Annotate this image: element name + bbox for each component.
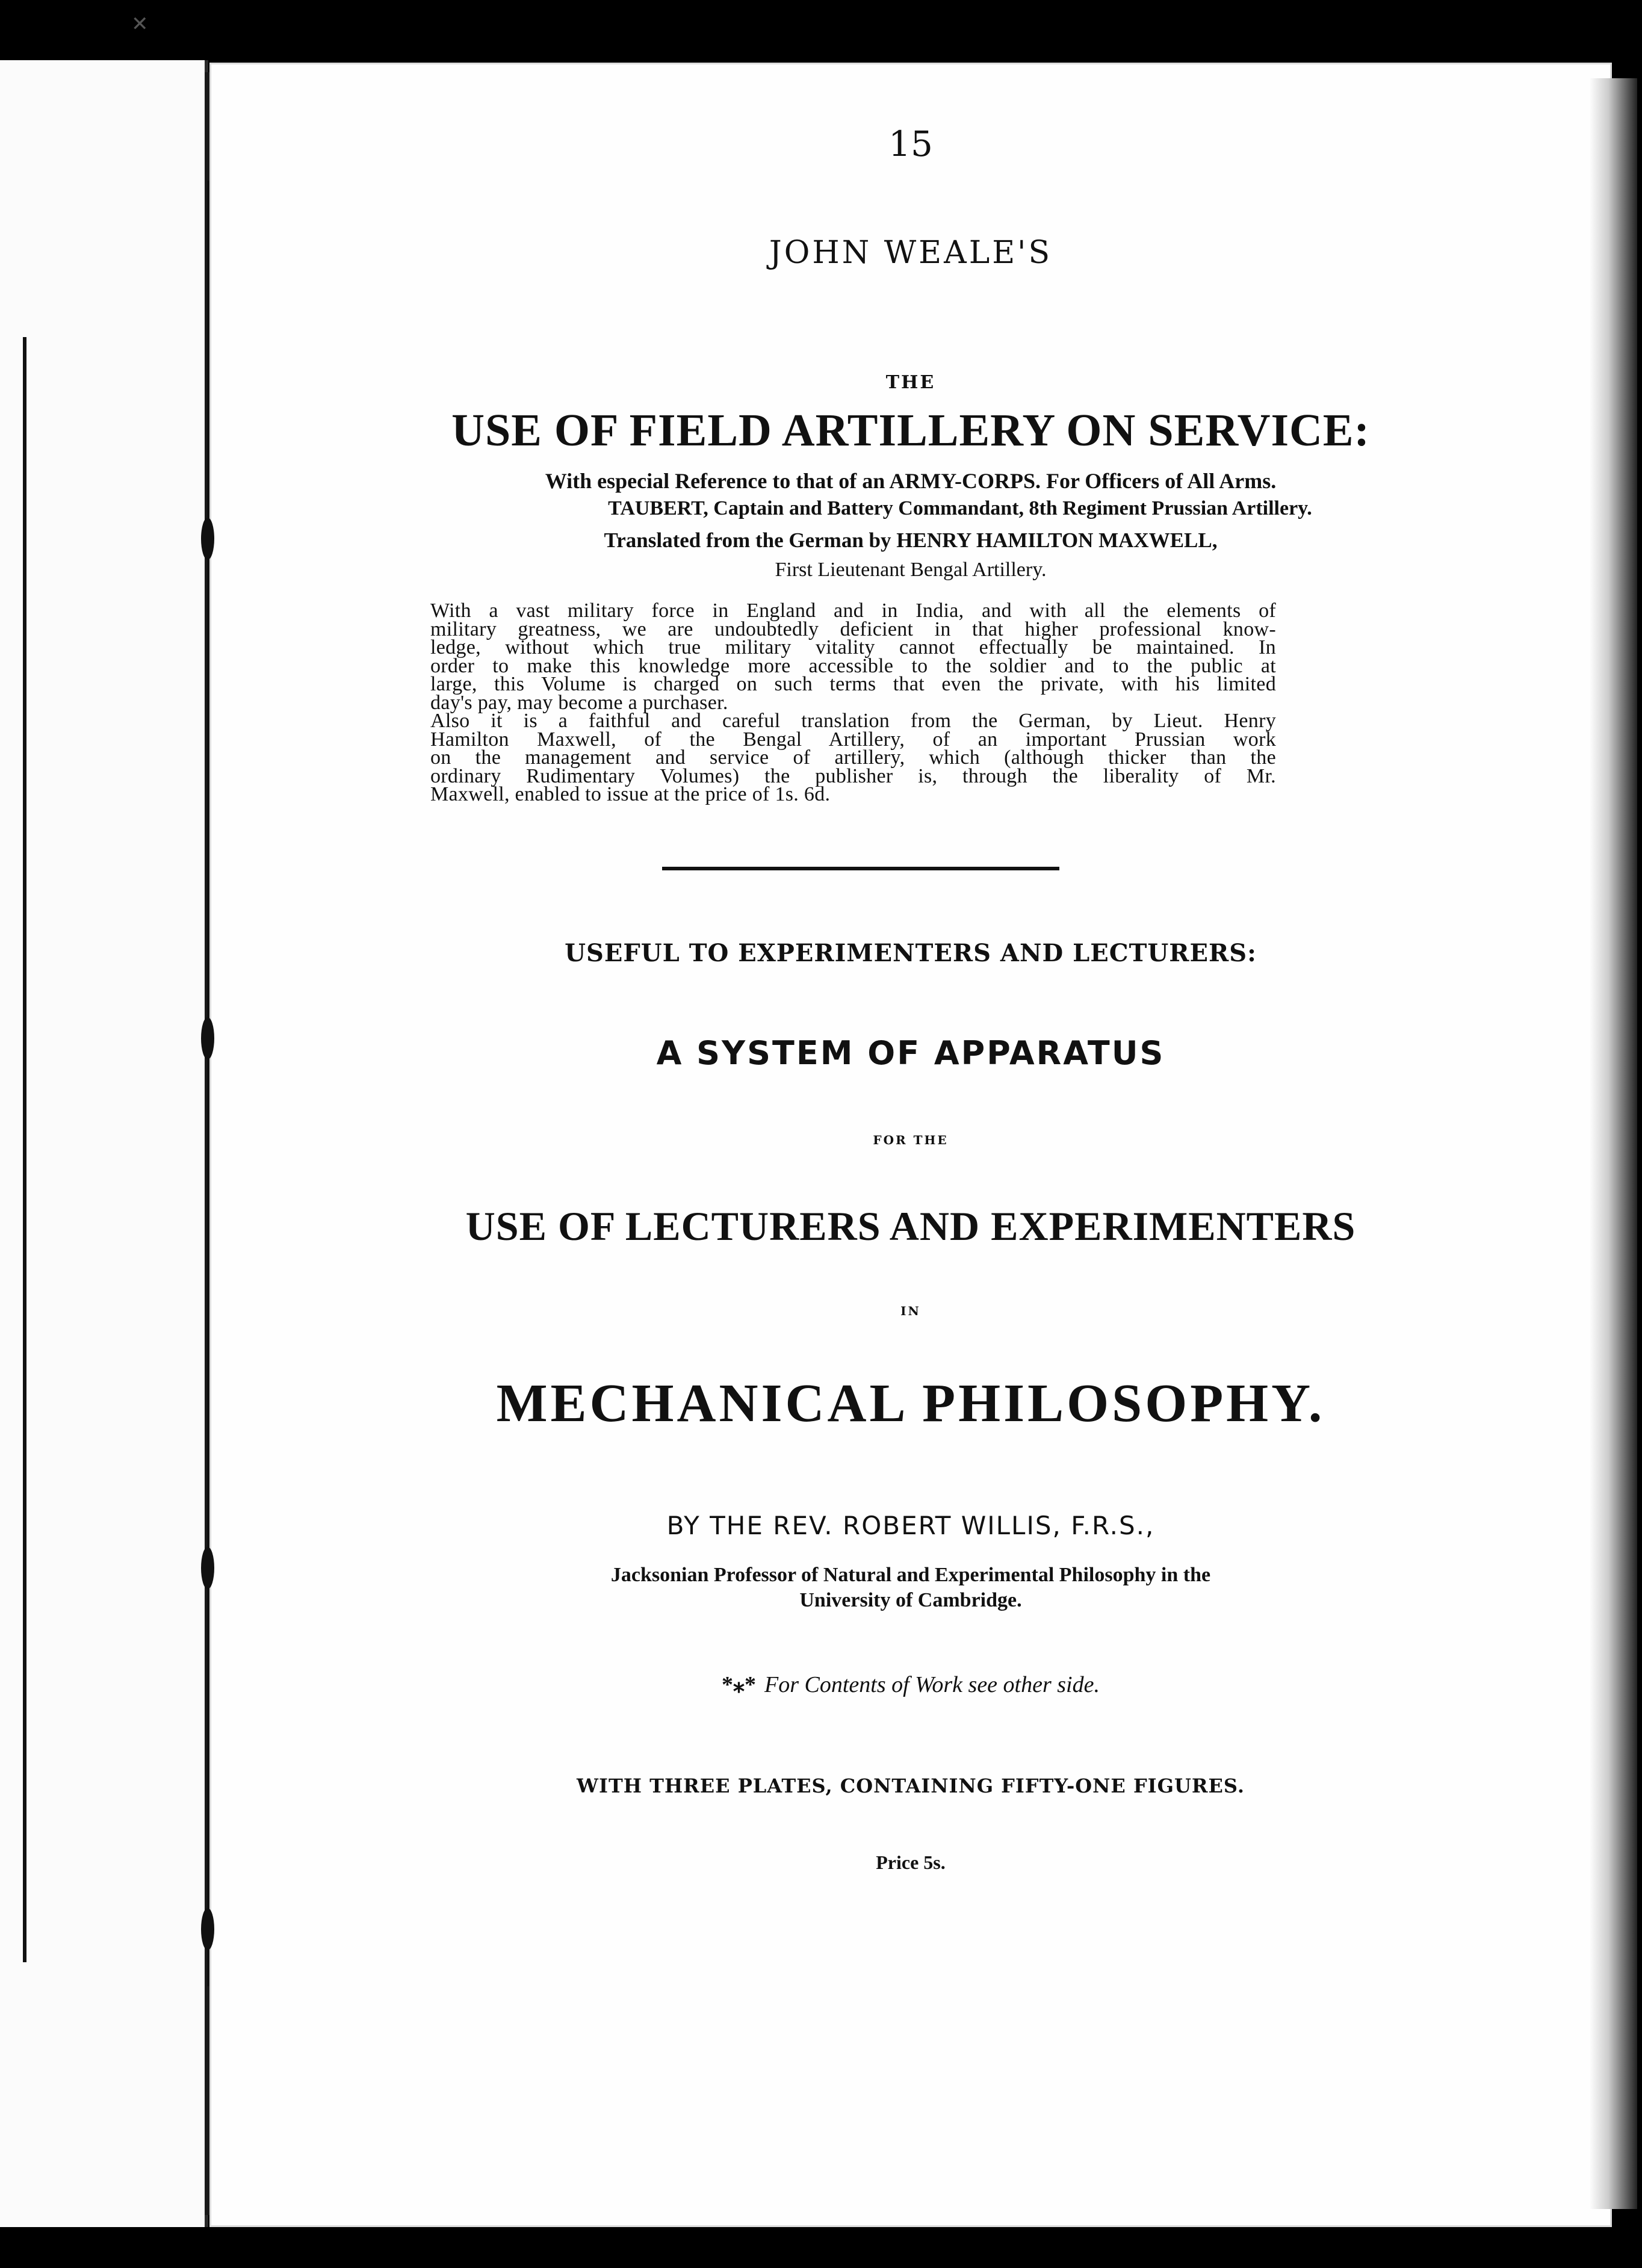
book2-title-line2: USE OF LECTURERS AND EXPERIMENTERS (465, 1203, 1356, 1249)
book2-banner: USEFUL TO EXPERIMENTERS AND LECTURERS: (565, 939, 1257, 967)
scan-mark-icon: ✕ (131, 12, 149, 36)
paragraph-line: Maxwell, enabled to issue at the price of 1s. 6d. (430, 783, 831, 805)
asterism-icon: *⁎* (722, 1672, 757, 1697)
paragraph-line: military greatness, we are undoubtedly deficient in that higher professional know- (430, 618, 1276, 640)
paragraph-line: With a vast military force in England and in India, and with all the elements of (430, 600, 1276, 622)
book1-title: USE OF FIELD ARTILLERY ON SERVICE: (451, 405, 1370, 456)
left-page-edge (0, 60, 208, 2227)
publisher-heading: JOHN WEALE'S (769, 235, 1053, 271)
paragraph-line: day's pay, may become a purchaser. (430, 691, 728, 714)
binding-stitch (201, 1908, 214, 1950)
section-divider (662, 867, 1059, 870)
paragraph-line: large, this Volume is charged on such terms that even the private, with his limited (430, 673, 1276, 695)
book2-contents-note: For Contents of Work see other side. (764, 1672, 1100, 1697)
book2-plates: WITH THREE PLATES, CONTAINING FIFTY-ONE FIGURES. (577, 1774, 1245, 1797)
book1-author: TAUBERT, Captain and Battery Commandant, 8th Regiment Prussian Artillery. (608, 497, 1312, 519)
book2-title-line3: MECHANICAL PHILOSOPHY. (496, 1374, 1325, 1433)
page-number: 15 (888, 123, 933, 164)
book2-in: IN (900, 1304, 921, 1318)
book2-author-title-line2: University of Cambridge. (799, 1589, 1022, 1611)
paragraph-line: Also it is a faithful and careful translation from the German, by Lieut. Henry (430, 710, 1276, 732)
book2-contents-note-row (209, 1671, 1612, 1698)
book1-translator-rank: First Lieutenant Bengal Artillery. (775, 559, 1047, 581)
paragraph-line: on the management and service of artillery, which (although thicker than the (430, 746, 1276, 769)
book2-author: BY THE REV. ROBERT WILLIS, F.R.S., (666, 1511, 1155, 1540)
book1-subtitle: With especial Reference to that of an ARMY-CORPS. For Officers of All Arms. (545, 469, 1277, 493)
book1-translator: Translated from the German by HENRY HAMILTON MAXWELL, (604, 528, 1218, 552)
left-page-inner-border (0, 337, 26, 1962)
book2-for-the: FOR THE (873, 1133, 949, 1147)
paragraph-line: Hamilton Maxwell, of the Bengal Artillery, of an important Prussian work (430, 728, 1276, 751)
book2-title-line1: A SYSTEM OF APPARATUS (656, 1034, 1165, 1072)
book1-description (430, 602, 1276, 804)
paragraph-line: order to make this knowledge more accessible to the soldier and to the public at (430, 654, 1276, 677)
book2-price: Price 5s. (876, 1851, 946, 1873)
book2-author-title-line1: Jacksonian Professor of Natural and Experimental Philosophy in the (610, 1564, 1211, 1586)
paragraph-line: ordinary Rudimentary Volumes) the publisher is, through the liberality of Mr. (430, 764, 1276, 787)
book1-the: THE (885, 372, 936, 393)
paragraph-line: ledge, without which true military vitality cannot effectually be maintained. In (430, 636, 1276, 658)
